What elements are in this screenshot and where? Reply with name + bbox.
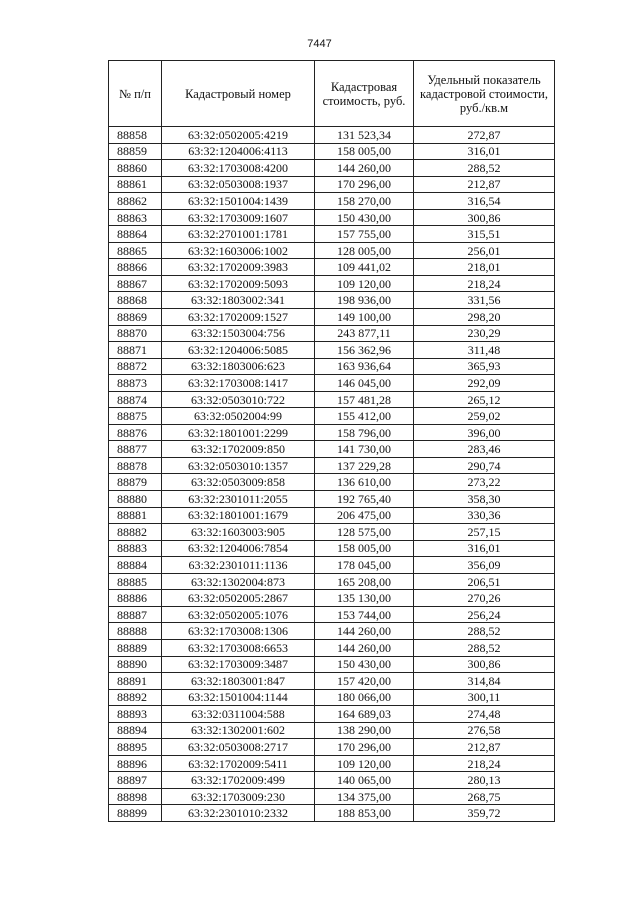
cadastral-value-cell: 206 475,00 (315, 507, 414, 524)
cadastral-number-cell: 63:32:1501004:1439 (162, 193, 315, 210)
cadastral-value-cell: 164 689,03 (315, 706, 414, 723)
specific-value-cell: 268,75 (414, 788, 555, 805)
row-number-cell: 88865 (109, 242, 162, 259)
cadastral-number-cell: 63:32:0503008:1937 (162, 176, 315, 193)
specific-value-cell: 212,87 (414, 739, 555, 756)
row-number-cell: 88864 (109, 226, 162, 243)
cadastral-number-cell: 63:32:1703009:230 (162, 788, 315, 805)
cadastral-value-cell: 109 441,02 (315, 259, 414, 276)
row-number-cell: 88868 (109, 292, 162, 309)
table-row (109, 590, 555, 607)
table-row (109, 755, 555, 772)
specific-value-cell: 265,12 (414, 391, 555, 408)
row-number-cell: 88858 (109, 127, 162, 144)
cadastral-value-cell: 192 765,40 (315, 491, 414, 508)
specific-value-cell: 359,72 (414, 805, 555, 822)
row-number-cell: 88894 (109, 722, 162, 739)
cadastral-value-cell: 155 412,00 (315, 408, 414, 425)
row-number-cell: 88869 (109, 309, 162, 326)
table-row (109, 557, 555, 574)
table-row (109, 193, 555, 210)
cadastral-value-cell: 170 296,00 (315, 739, 414, 756)
cadastral-value-cell: 157 420,00 (315, 673, 414, 690)
table-row (109, 309, 555, 326)
cadastral-number-cell: 63:32:1204006:4113 (162, 143, 315, 160)
row-number-cell: 88892 (109, 689, 162, 706)
row-number-cell: 88863 (109, 209, 162, 226)
cadastral-number-cell: 63:32:0502005:1076 (162, 606, 315, 623)
cadastral-value-cell: 128 005,00 (315, 242, 414, 259)
row-number-cell: 88881 (109, 507, 162, 524)
table-row (109, 226, 555, 243)
specific-value-cell: 230,29 (414, 325, 555, 342)
cadastral-value-cell: 150 430,00 (315, 656, 414, 673)
cadastral-value-cell: 198 936,00 (315, 292, 414, 309)
row-number-cell: 88886 (109, 590, 162, 607)
specific-value-cell: 298,20 (414, 309, 555, 326)
specific-value-cell: 315,51 (414, 226, 555, 243)
specific-value-cell: 218,24 (414, 755, 555, 772)
cadastral-number-cell: 63:32:1702009:5411 (162, 755, 315, 772)
specific-value-cell: 292,09 (414, 375, 555, 392)
cadastral-value-cell: 140 065,00 (315, 772, 414, 789)
table-row (109, 722, 555, 739)
specific-value-cell: 311,48 (414, 342, 555, 359)
row-number-cell: 88862 (109, 193, 162, 210)
cadastral-number-cell: 63:32:0503008:2717 (162, 739, 315, 756)
specific-value-cell: 259,02 (414, 408, 555, 425)
table-row (109, 623, 555, 640)
table-row (109, 127, 555, 144)
specific-value-cell: 300,86 (414, 656, 555, 673)
cadastral-number-cell: 63:32:0311004:588 (162, 706, 315, 723)
cadastral-number-cell: 63:32:1801001:2299 (162, 424, 315, 441)
cadastral-value-cell: 158 796,00 (315, 424, 414, 441)
cadastral-number-cell: 63:32:1801001:1679 (162, 507, 315, 524)
table-row (109, 325, 555, 342)
cadastral-value-cell: 138 290,00 (315, 722, 414, 739)
cadastral-number-cell: 63:32:0503009:858 (162, 474, 315, 491)
cadastral-value-cell: 188 853,00 (315, 805, 414, 822)
specific-value-cell: 273,22 (414, 474, 555, 491)
table-row (109, 457, 555, 474)
cadastral-value-cell: 163 936,64 (315, 358, 414, 375)
specific-value-cell: 256,24 (414, 606, 555, 623)
cadastral-number-cell: 63:32:1204006:7854 (162, 540, 315, 557)
cadastral-number-cell: 63:32:1302004:873 (162, 573, 315, 590)
specific-value-cell: 280,13 (414, 772, 555, 789)
row-number-cell: 88891 (109, 673, 162, 690)
cadastral-value-cell: 158 270,00 (315, 193, 414, 210)
cadastral-value-cell: 165 208,00 (315, 573, 414, 590)
row-number-cell: 88876 (109, 424, 162, 441)
row-number-cell: 88885 (109, 573, 162, 590)
cadastral-value-cell: 141 730,00 (315, 441, 414, 458)
header-row (109, 61, 555, 127)
cadastral-number-cell: 63:32:1803006:623 (162, 358, 315, 375)
cadastral-value-cell: 144 260,00 (315, 623, 414, 640)
specific-value-cell: 300,86 (414, 209, 555, 226)
row-number-cell: 88859 (109, 143, 162, 160)
specific-value-cell: 288,52 (414, 639, 555, 656)
table-header (109, 61, 555, 127)
table-row (109, 573, 555, 590)
table-row (109, 160, 555, 177)
table-row (109, 474, 555, 491)
cadastral-value-cell: 170 296,00 (315, 176, 414, 193)
cadastral-value-cell: 135 130,00 (315, 590, 414, 607)
specific-value-cell: 218,01 (414, 259, 555, 276)
row-number-cell: 88879 (109, 474, 162, 491)
row-number-cell: 88888 (109, 623, 162, 640)
table-row (109, 540, 555, 557)
specific-value-cell: 257,15 (414, 524, 555, 541)
table-row (109, 391, 555, 408)
specific-value-cell: 288,52 (414, 160, 555, 177)
table-row (109, 424, 555, 441)
table-row (109, 706, 555, 723)
cadastral-number-cell: 63:32:1702009:1527 (162, 309, 315, 326)
specific-value-cell: 212,87 (414, 176, 555, 193)
table-row (109, 375, 555, 392)
cadastral-value-cell: 158 005,00 (315, 143, 414, 160)
row-number-cell: 88899 (109, 805, 162, 822)
cadastral-value-cell: 134 375,00 (315, 788, 414, 805)
cadastral-value-cell: 150 430,00 (315, 209, 414, 226)
specific-value-cell: 365,93 (414, 358, 555, 375)
cadastral-number-cell: 63:32:1603006:1002 (162, 242, 315, 259)
table-row (109, 441, 555, 458)
table-row (109, 606, 555, 623)
specific-value-cell: 358,30 (414, 491, 555, 508)
row-number-cell: 88866 (109, 259, 162, 276)
cadastral-number-cell: 63:32:1703008:4200 (162, 160, 315, 177)
specific-value-cell: 396,00 (414, 424, 555, 441)
cadastral-value-cell: 109 120,00 (315, 275, 414, 292)
cadastral-number-cell: 63:32:2301010:2332 (162, 805, 315, 822)
page-number: 7447 (307, 38, 332, 50)
cadastral-number-cell: 63:32:1702009:850 (162, 441, 315, 458)
cadastral-number-cell: 63:32:2301011:2055 (162, 491, 315, 508)
specific-value-cell: 316,54 (414, 193, 555, 210)
row-number-cell: 88872 (109, 358, 162, 375)
row-number-cell: 88861 (109, 176, 162, 193)
row-number-cell: 88883 (109, 540, 162, 557)
cadastral-number-cell: 63:32:0503010:1357 (162, 457, 315, 474)
row-number-cell: 88882 (109, 524, 162, 541)
specific-value-cell: 290,74 (414, 457, 555, 474)
specific-value-cell: 300,11 (414, 689, 555, 706)
cadastral-number-cell: 63:32:1703008:1417 (162, 375, 315, 392)
row-number-cell: 88889 (109, 639, 162, 656)
row-number-cell: 88875 (109, 408, 162, 425)
cadastral-number-cell: 63:32:1302001:602 (162, 722, 315, 739)
specific-value-cell: 330,36 (414, 507, 555, 524)
cadastral-value-cell: 109 120,00 (315, 755, 414, 772)
header-cadastral-value: Кадастровая стоимость, руб. (315, 61, 414, 127)
table-row (109, 524, 555, 541)
row-number-cell: 88895 (109, 739, 162, 756)
cadastral-value-cell: 158 005,00 (315, 540, 414, 557)
cadastral-number-cell: 63:32:1703008:1306 (162, 623, 315, 640)
cadastral-number-cell: 63:32:1204006:5085 (162, 342, 315, 359)
cadastral-value-cell: 144 260,00 (315, 160, 414, 177)
row-number-cell: 88893 (109, 706, 162, 723)
specific-value-cell: 218,24 (414, 275, 555, 292)
specific-value-cell: 331,56 (414, 292, 555, 309)
cadastral-number-cell: 63:32:1703008:6653 (162, 639, 315, 656)
cadastral-value-cell: 157 481,28 (315, 391, 414, 408)
cadastral-value-table (108, 60, 555, 822)
specific-value-cell: 316,01 (414, 540, 555, 557)
table-row (109, 292, 555, 309)
table-row (109, 673, 555, 690)
row-number-cell: 88890 (109, 656, 162, 673)
header-specific-value: Удельный показатель кадастровой стоимости, руб./кв.м (414, 61, 555, 127)
row-number-cell: 88871 (109, 342, 162, 359)
row-number-cell: 88870 (109, 325, 162, 342)
cadastral-number-cell: 63:32:0502004:99 (162, 408, 315, 425)
table-row (109, 342, 555, 359)
cadastral-number-cell: 63:32:2701001:1781 (162, 226, 315, 243)
row-number-cell: 88867 (109, 275, 162, 292)
row-number-cell: 88896 (109, 755, 162, 772)
cadastral-number-cell: 63:32:1603003:905 (162, 524, 315, 541)
cadastral-number-cell: 63:32:1703009:3487 (162, 656, 315, 673)
table-row (109, 739, 555, 756)
table-row (109, 656, 555, 673)
row-number-cell: 88887 (109, 606, 162, 623)
cadastral-value-cell: 178 045,00 (315, 557, 414, 574)
cadastral-number-cell: 63:32:0503010:722 (162, 391, 315, 408)
row-number-cell: 88884 (109, 557, 162, 574)
cadastral-number-cell: 63:32:1702009:5093 (162, 275, 315, 292)
row-number-cell: 88897 (109, 772, 162, 789)
table-row (109, 689, 555, 706)
cadastral-number-cell: 63:32:1503004:756 (162, 325, 315, 342)
cadastral-value-cell: 156 362,96 (315, 342, 414, 359)
cadastral-number-cell: 63:32:1702009:499 (162, 772, 315, 789)
cadastral-number-cell: 63:32:0502005:2867 (162, 590, 315, 607)
row-number-cell: 88860 (109, 160, 162, 177)
cadastral-value-cell: 128 575,00 (315, 524, 414, 541)
table-row (109, 491, 555, 508)
specific-value-cell: 316,01 (414, 143, 555, 160)
specific-value-cell: 270,26 (414, 590, 555, 607)
specific-value-cell: 276,58 (414, 722, 555, 739)
specific-value-cell: 283,46 (414, 441, 555, 458)
cadastral-value-cell: 131 523,34 (315, 127, 414, 144)
cadastral-number-cell: 63:32:1803002:341 (162, 292, 315, 309)
row-number-cell: 88898 (109, 788, 162, 805)
cadastral-number-cell: 63:32:1803001:847 (162, 673, 315, 690)
specific-value-cell: 256,01 (414, 242, 555, 259)
table-row (109, 259, 555, 276)
specific-value-cell: 272,87 (414, 127, 555, 144)
cadastral-number-cell: 63:32:0502005:4219 (162, 127, 315, 144)
table-row (109, 358, 555, 375)
cadastral-value-cell: 243 877,11 (315, 325, 414, 342)
table-row (109, 176, 555, 193)
cadastral-value-cell: 157 755,00 (315, 226, 414, 243)
table-row (109, 143, 555, 160)
table-row (109, 275, 555, 292)
specific-value-cell: 356,09 (414, 557, 555, 574)
specific-value-cell: 274,48 (414, 706, 555, 723)
table-row (109, 788, 555, 805)
cadastral-number-cell: 63:32:1501004:1144 (162, 689, 315, 706)
specific-value-cell: 206,51 (414, 573, 555, 590)
table-row (109, 639, 555, 656)
cadastral-value-cell: 137 229,28 (315, 457, 414, 474)
cadastral-value-cell: 144 260,00 (315, 639, 414, 656)
row-number-cell: 88878 (109, 457, 162, 474)
cadastral-value-cell: 153 744,00 (315, 606, 414, 623)
table-row (109, 507, 555, 524)
cadastral-number-cell: 63:32:2301011:1136 (162, 557, 315, 574)
cadastral-value-cell: 149 100,00 (315, 309, 414, 326)
row-number-cell: 88880 (109, 491, 162, 508)
table-row (109, 772, 555, 789)
table-row (109, 408, 555, 425)
table-row (109, 242, 555, 259)
table-body (109, 127, 555, 822)
cadastral-value-cell: 180 066,00 (315, 689, 414, 706)
cadastral-number-cell: 63:32:1703009:1607 (162, 209, 315, 226)
header-cadastral-number: Кадастровый номер (162, 61, 315, 127)
cadastral-value-cell: 136 610,00 (315, 474, 414, 491)
specific-value-cell: 314,84 (414, 673, 555, 690)
table-row (109, 805, 555, 822)
table-row (109, 209, 555, 226)
header-row-number: № п/п (109, 61, 162, 127)
cadastral-number-cell: 63:32:1702009:3983 (162, 259, 315, 276)
row-number-cell: 88874 (109, 391, 162, 408)
specific-value-cell: 288,52 (414, 623, 555, 640)
row-number-cell: 88877 (109, 441, 162, 458)
row-number-cell: 88873 (109, 375, 162, 392)
cadastral-value-cell: 146 045,00 (315, 375, 414, 392)
